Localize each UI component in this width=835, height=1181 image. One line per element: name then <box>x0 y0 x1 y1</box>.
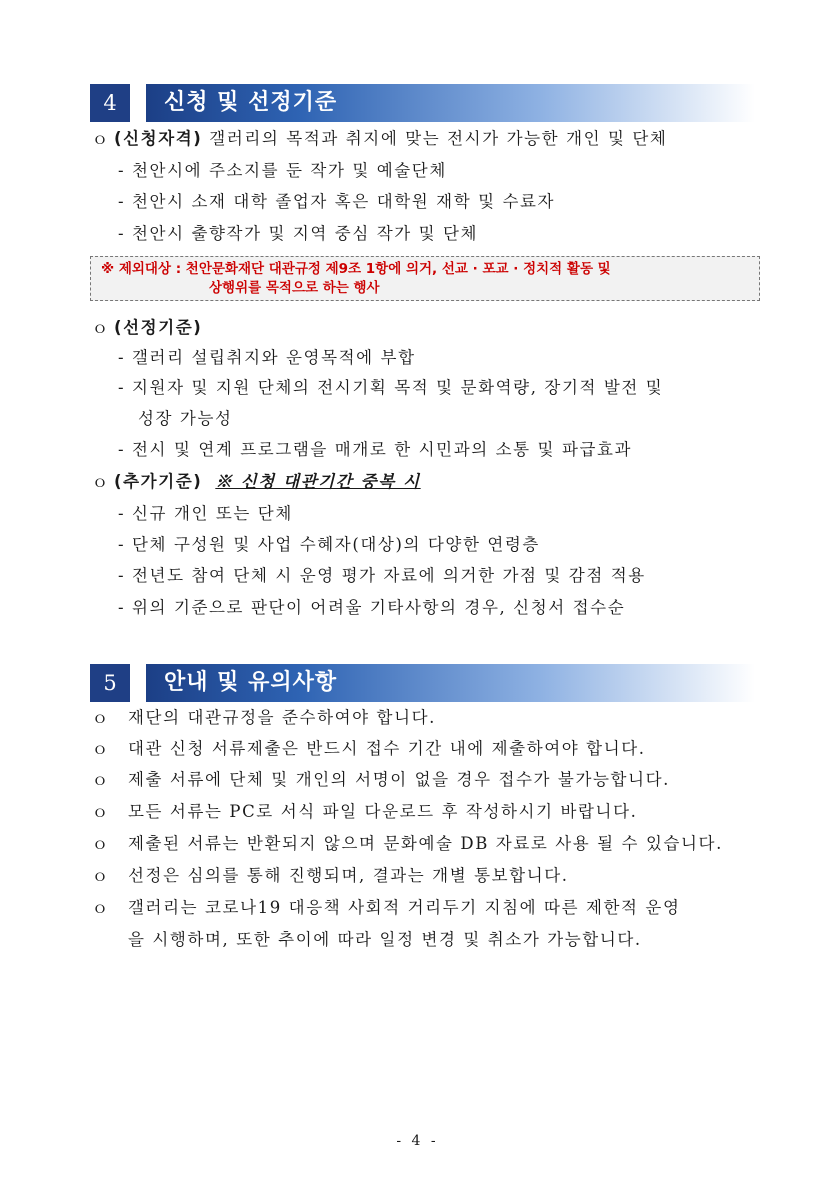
criteria-label: (선정기준) <box>114 318 203 337</box>
section-title: 신청 및 선정기준 <box>164 90 338 115</box>
section-5-header <box>90 664 755 702</box>
eligibility-label: (신청자격) <box>114 129 203 148</box>
eligibility-text: 갤러리의 목적과 취지에 맞는 전시가 가능한 개인 및 단체 <box>202 129 668 148</box>
notice-item: 대관 신청 서류제출은 반드시 접수 기간 내에 제출하여야 합니다. <box>128 739 646 758</box>
list-item: - 천안시 소재 대학 졸업자 혹은 대학원 재학 및 수료자 <box>118 192 556 211</box>
notice-item-continuation: 을 시행하며, 또한 추이에 따라 일정 변경 및 취소가 가능합니다. <box>128 930 642 949</box>
circle-bullet-icon: ｏ <box>92 866 109 885</box>
list-item-continuation: 성장 가능성 <box>138 409 233 428</box>
section-number: 5 <box>90 664 130 702</box>
notice-item: 선정은 심의를 통해 진행되며, 결과는 개별 통보합니다. <box>128 866 569 885</box>
page-number: - 4 - <box>396 1133 439 1149</box>
section-title: 안내 및 유의사항 <box>164 670 338 695</box>
notice-item: 재단의 대관규정을 준수하여야 합니다. <box>128 708 437 727</box>
list-item: - 지원자 및 지원 단체의 전시기획 목적 및 문화역량, 장기적 발전 및 <box>118 378 664 397</box>
exclusion-note-box <box>90 256 760 301</box>
list-item: - 단체 구성원 및 사업 수혜자(대상)의 다양한 연령층 <box>118 535 540 554</box>
list-item: - 천안시에 주소지를 둔 작가 및 예술단체 <box>118 161 447 180</box>
list-item: - 신규 개인 또는 단체 <box>118 504 293 523</box>
additional-label: (추가기준) <box>114 472 203 491</box>
circle-bullet-icon: ｏ <box>92 129 109 148</box>
list-item: - 전년도 참여 단체 시 운영 평가 자료에 의거한 가점 및 감점 적용 <box>118 566 646 585</box>
circle-bullet-icon: ｏ <box>92 318 109 337</box>
circle-bullet-icon: ｏ <box>92 472 109 491</box>
section-4-header <box>90 84 755 122</box>
additional-heading <box>114 470 421 494</box>
circle-bullet-icon: ｏ <box>92 708 109 727</box>
circle-bullet-icon: ｏ <box>92 834 109 853</box>
notice-item: 제출된 서류는 반환되지 않으며 문화예술 DB 자료로 사용 될 수 있습니다. <box>128 834 723 853</box>
additional-note: ※ 신청 대관기간 중복 시 <box>215 472 421 491</box>
notice-item: 제출 서류에 단체 및 개인의 서명이 없을 경우 접수가 불가능합니다. <box>128 770 671 789</box>
notice-item: 갤러리는 코로나19 대응책 사회적 거리두기 지침에 따른 제한적 운영 <box>128 898 681 917</box>
list-item: - 위의 기준으로 판단이 어려울 기타사항의 경우, 신청서 접수순 <box>118 598 626 617</box>
notice-item: 모든 서류는 PC로 서식 파일 다운로드 후 작성하시기 바랍니다. <box>128 802 638 821</box>
circle-bullet-icon: ｏ <box>92 770 109 789</box>
circle-bullet-icon: ｏ <box>92 739 109 758</box>
list-item: - 전시 및 연계 프로그램을 매개로 한 시민과의 소통 및 파급효과 <box>118 440 633 459</box>
eligibility-heading <box>114 127 667 151</box>
section-number: 4 <box>90 84 130 122</box>
circle-bullet-icon: ｏ <box>92 802 109 821</box>
list-item: - 천안시 출향작가 및 지역 중심 작가 및 단체 <box>118 224 479 243</box>
list-item: - 갤러리 설립취지와 운영목적에 부합 <box>118 348 416 367</box>
circle-bullet-icon: ｏ <box>92 898 109 917</box>
exclusion-line-1: ※ 제외대상 : 천안문화재단 대관규정 제9조 1항에 의거, 선교 · 포교 · 정치적 활동 및 <box>101 261 611 277</box>
section-title-bar <box>146 84 755 122</box>
exclusion-line-2: 상행위를 목적으로 하는 행사 <box>209 280 380 296</box>
section-title-bar <box>146 664 755 702</box>
